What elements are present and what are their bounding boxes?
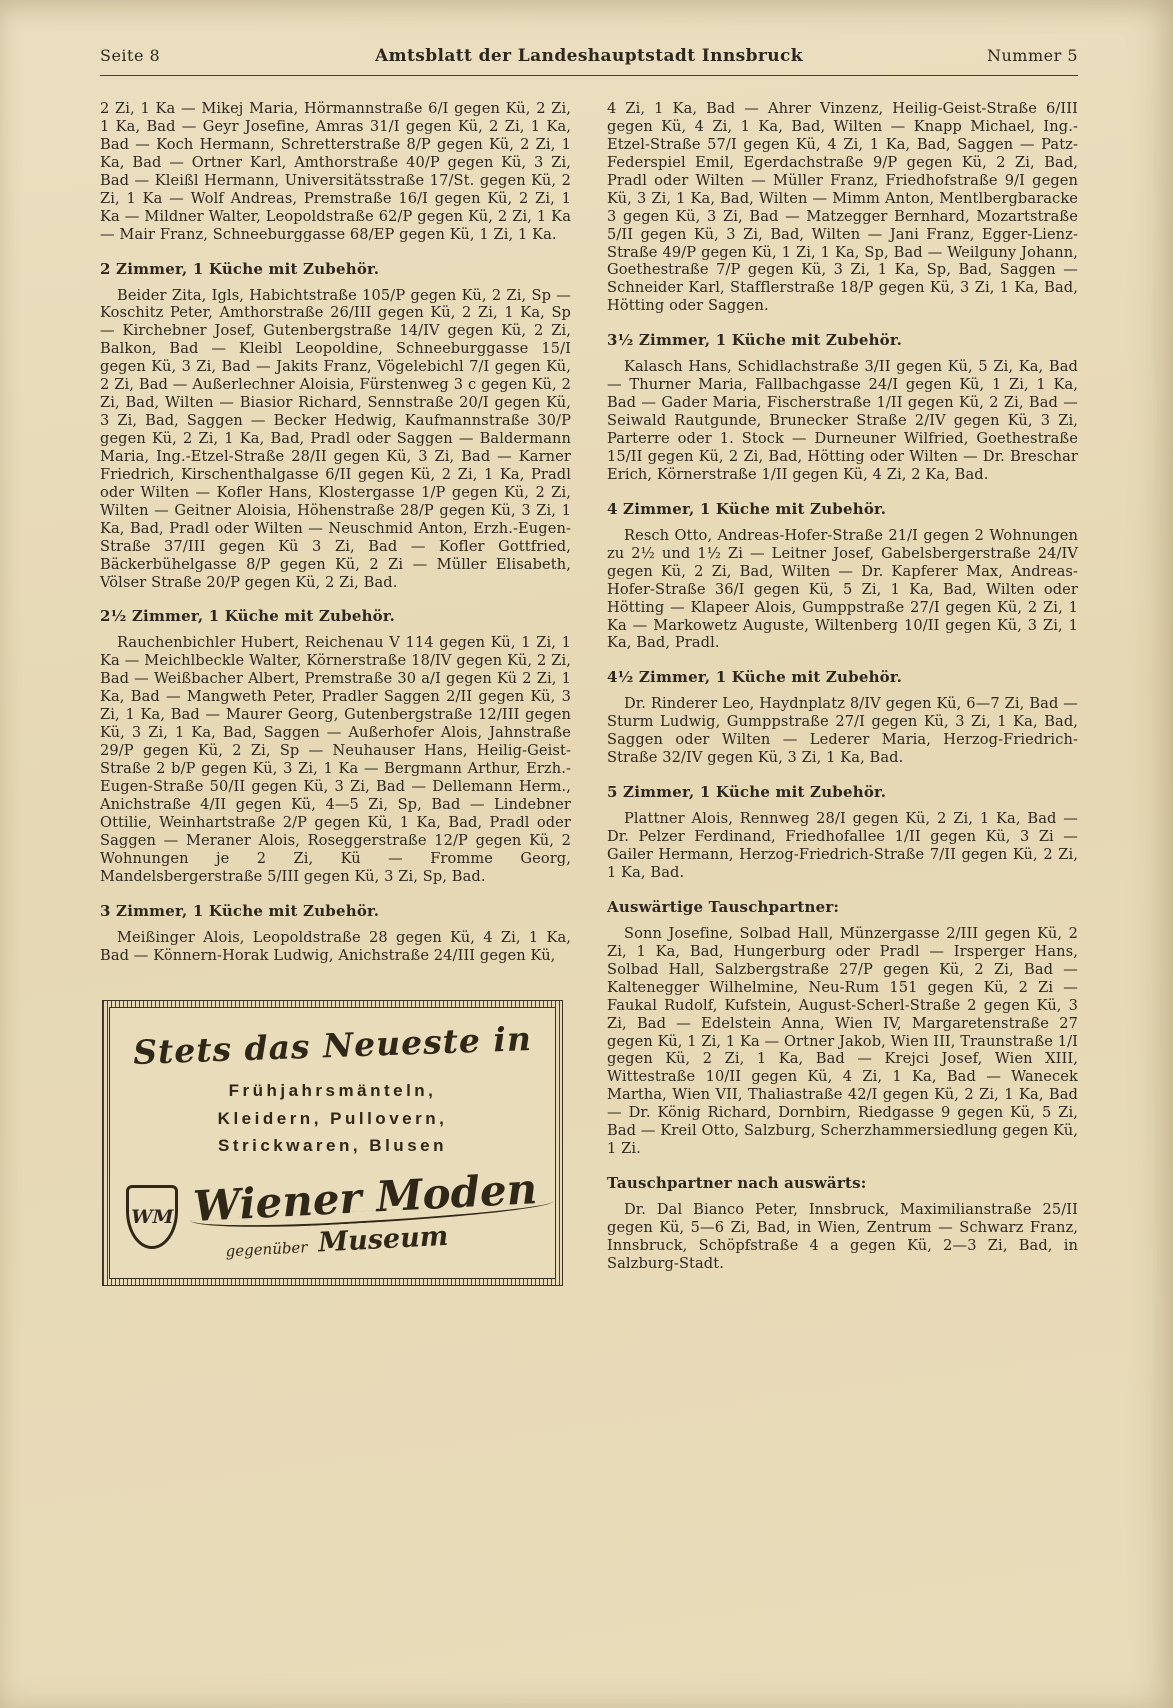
header-rule	[100, 75, 1078, 76]
listings-paragraph-continuation: 4 Zi, 1 Ka, Bad — Ahrer Vinzenz, Heilig-Geist-Straße 6/III gegen Kü, 4 Zi, 1 Ka, Bad, Wilten — Knapp Michael, Ing.-Etzel-Straße 57/I gegen Kü, 4 Zi, 1 Ka, Bad, Saggen — Patz-Federspiel Emil, Egerdachstraße 9/P gegen Kü, 2 Zi, Bad, Pradl oder Wilten — Müller Franz, Friedhofstraße 9/I gegen Kü, 3 Zi, 1 Ka, Bad, Wilten — Mimm Anton, Mentlbergbaracke 3 gegen Kü, 3 Zi, Bad — Matzegger Bernhard, Mozartstraße 5/II gegen Kü, 3 Zi, Bad, Wilten — Jani Franz, Egger-Lienz-Straße 49/P gegen Kü, 1 Zi, 1 Ka, Sp, Bad — Weilguny Johann, Goethestraße 7/P gegen Kü, 3 Zi, 1 Ka, Sp, Bad, Saggen — Schneider Karl, Stafflerstraße 18/P gegen Kü, 3 Zi, 1 Ka, Bad, Hötting oder Saggen.	[607, 100, 1078, 315]
page-number: Seite 8	[100, 46, 161, 65]
ad-logo-row	[122, 1164, 543, 1261]
listings-paragraph-auswaertige-tauschpartner: Sonn Josefine, Solbad Hall, Münzergasse 2/III gegen Kü, 2 Zi, 1 Ka, Bad, Hungerburg oder Pradl — Irsperger Hans, Solbad Hall, Salzbergstraße 27/P gegen Kü, 2 Zi, Bad — Kaltenegger Wilhelmine, Neu-Rum 151 gegen Kü, 2 Zi — Faukal Rudolf, Kufstein, August-Scherl-Straße 2 gegen Kü, 3 Zi, Bad — Edelstein Anna, Wien IV, Margaretenstraße 27 gegen Kü, 1 Zi, 1 Ka — Ortner Jakob, Wien III, Traunstraße 1/I gegen Kü, 2 Zi, 1 Ka, Bad — Krejci Josef, Wien XIII, Wittestraße 10/II gegen Kü, 4 Zi, 1 Ka, Bad — Wanecek Martha, Wien VII, Thaliastraße 42/I gegen Kü, 2 Zi, 1 Ka, Bad — Dr. König Richard, Dornbirn, Riedgasse 9 gegen Kü, 5 Zi, Bad — Kreil Otto, Salzburg, Scherzhammersiedlung gegen Kü, 1 Zi.	[607, 924, 1079, 1158]
issue-number: Nummer 5	[986, 46, 1078, 65]
listings-paragraph-4half-zimmer: Dr. Rinderer Leo, Haydnplatz 8/IV gegen Kü, 6—7 Zi, Bad — Sturm Ludwig, Gumppstraße 27/I gegen Kü, 3 Zi, 1 Ka, Bad, Saggen oder Wilten — Lederer Maria, Herzog-Friedrich-Straße 32/IV gegen Kü, 3 Zi, 1 Ka, Bad.	[607, 695, 1078, 767]
section-heading-4half-zimmer: 4½ Zimmer, 1 Küche mit Zubehör.	[607, 668, 903, 687]
masthead-title: Amtsblatt der Landeshauptstadt Innsbruck	[375, 46, 803, 66]
ad-content	[109, 1007, 556, 1279]
content-columns	[100, 100, 1078, 1286]
section-heading-tauschpartner-nach-auswaerts: Tauschpartner nach auswärts:	[607, 1174, 867, 1193]
ad-decorative-frame	[102, 1000, 563, 1286]
listings-paragraph-2half-zimmer: Rauchenbichler Hubert, Reichenau V 114 gegen Kü, 1 Zi, 1 Ka — Meichlbeckle Walter, Körnerstraße 18/IV gegen Kü, 2 Zi, Bad — Weißbacher Albert, Premstraße 30 a/I gegen Kü 2 Zi, 1 Ka, Bad — Mangweth Peter, Pradler Saggen 2/II gegen Kü, 3 Zi, 1 Ka, Bad — Maurer Georg, Gutenbergstraße 12/III gegen Kü, 3 Zi, 1 Ka, Bad, Saggen — Außerhofer Alois, Jahnstraße 29/P gegen Kü, 2 Zi, Sp — Neuhauser Hans, Heilig-Geist-Straße 2 b/P gegen Kü, 3 Zi, 1 Ka — Bergmann Arthur, Erzh.-Eugen-Straße 50/II gegen Kü, 3 Zi, Bad — Dellemann Herm., Anichstraße 4/II gegen Kü, 4—5 Zi, Sp, Bad — Lindebner Ottilie, Weinhartstraße 2/P gegen Kü, 1 Ka, Bad, Pradl oder Saggen — Meraner Alois, Roseggerstraße 12/P gegen Kü, 2 Wohnungen je 2 Zi, Kü — Fromme Georg, Mandelsbergerstraße 5/III gegen Kü, 3 Zi, Sp, Bad.	[100, 634, 571, 885]
listings-paragraph-2-zimmer: Beider Zita, Igls, Habichtstraße 105/P gegen Kü, 2 Zi, Sp — Koschitz Peter, Amthorstraße 26/III gegen Kü, 2 Zi, 1 Ka, Sp — Kirchebner Josef, Gutenbergstraße 14/IV gegen Kü, 2 Zi, Balkon, Bad — Kleibl Leopoldine, Schneeburggasse 15/I gegen Kü, 3 Zi, Bad — Jakits Franz, Vögelebichl 7/I gegen Kü, 2 Zi, Bad — Außerlechner Aloisia, Fürstenweg 3 c gegen Kü, 2 Zi, Bad, Wilten — Biasior Richard, Sennstraße 20/I gegen Kü, 3 Zi, Bad, Saggen — Becker Hedwig, Kaufmannstraße 30/P gegen Kü, 2 Zi, 1 Ka, Bad, Pradl oder Saggen — Baldermann Maria, Ing.-Etzel-Straße 28/II gegen Kü, 3 Zi, Bad — Karner Friedrich, Kirschenthalgasse 6/II gegen Kü, 2 Zi, 1 Ka, Pradl oder Wilten — Kofler Hans, Klostergasse 1/P gegen Kü, 2 Zi, Wilten — Geitner Aloisia, Höhenstraße 28/P gegen Kü, 3 Zi, 1 Ka, Bad, Pradl oder Wilten — Neuschmid Anton, Erzh.-Eugen-Straße 37/III gegen Kü 3 Zi, Bad — Kofler Gottfried, Bäckerbühelgasse 8/P gegen Kü, 2 Zi — Müller Elisabeth, Völser Straße 20/P gegen Kü, 2 Zi, Bad.	[100, 286, 571, 591]
section-heading-auswaertige-tauschpartner: Auswärtige Tauschpartner:	[607, 897, 840, 916]
page-header	[100, 46, 1078, 66]
listings-paragraph-3-zimmer: Meißinger Alois, Leopoldstraße 28 gegen Kü, 4 Zi, 1 Ka, Bad — Könnern-Horak Ludwig, Anichstraße 24/III gegen Kü,	[100, 928, 571, 964]
ad-location-name: Museum	[317, 1220, 450, 1259]
listings-paragraph-continuation: 2 Zi, 1 Ka — Mikej Maria, Hörmannstraße 6/I gegen Kü, 2 Zi, 1 Ka, Bad — Geyr Josefine, Amras 31/I gegen Kü, 2 Zi, 1 Ka, Bad — Koch Hermann, Schretterstraße 8/P gegen Kü, 2 Zi, 1 Ka, Bad — Ortner Karl, Amthorstraße 40/P gegen Kü, 3 Zi, Bad — Kleißl Hermann, Universitätsstraße 17/St. gegen Kü, 2 Zi, 1 Ka — Wolf Andreas, Premstraße 16/I gegen Kü, 2 Zi, 1 Ka — Mildner Walter, Leopoldstraße 62/P gegen Kü, 2 Zi, 1 Ka — Mair Franz, Schneeburggasse 68/EP gegen Kü, 1 Zi, 1 Ka.	[100, 100, 571, 243]
crest-monogram: WM	[131, 1205, 174, 1228]
listings-paragraph-3half-zimmer: Kalasch Hans, Schidlachstraße 3/II gegen Kü, 5 Zi, Ka, Bad — Thurner Maria, Fallbachgasse 24/I gegen Kü, 1 Zi, 1 Ka, Bad — Gader Maria, Fischerstraße 1/II gegen Kü, 2 Zi, Bad — Seiwald Rautgunde, Brunecker Straße 2/IV gegen Kü, 3 Zi, Parterre oder 1. Stock — Durneuner Wilfried, Goethestraße 15/II gegen Kü, 2 Zi, Bad, Hötting oder Wilten — Dr. Breschar Erich, Körnerstraße 1/II gegen Kü, 4 Zi, 2 Ka, Bad.	[607, 358, 1078, 483]
ad-location-prefix: gegenüber	[225, 1238, 309, 1261]
ad-item-line: Strickwaren, Blusen	[217, 1135, 447, 1155]
listings-paragraph-5-zimmer: Plattner Alois, Rennweg 28/I gegen Kü, 2 Zi, 1 Ka, Bad — Dr. Pelzer Ferdinand, Friedhofallee 1/II gegen Kü, 3 Zi — Gailer Hermann, Herzog-Friedrich-Straße 7/II gegen Kü, 2 Zi, 1 Ka, Bad.	[607, 810, 1078, 881]
listings-paragraph-4-zimmer: Resch Otto, Andreas-Hofer-Straße 21/I gegen 2 Wohnungen zu 2½ und 1½ Zi — Leitner Josef, Gabelsbergerstraße 24/IV gegen Kü, 2 Zi, Bad, Wilten — Dr. Kapferer Max, Andreas-Hofer-Straße 36/I gegen Kü, 5 Zi, 1 Ka, Bad, Wilten oder Hötting — Klapeer Alois, Gumppstraße 27/I gegen Kü, 2 Zi, 1 Ka — Markowetz Auguste, Wiltenberg 10/II gegen Kü, 3 Zi, 1 Ka, Bad, Pradl.	[607, 526, 1078, 652]
section-heading-5-zimmer: 5 Zimmer, 1 Küche mit Zubehör.	[607, 783, 887, 802]
ad-brand-name: Wiener Moden	[192, 1164, 539, 1232]
ad-item-line: Frühjahrsmänteln,	[228, 1081, 437, 1101]
wiener-moden-crest-icon	[126, 1185, 178, 1249]
section-heading-2-zimmer: 2 Zimmer, 1 Küche mit Zubehör.	[100, 259, 380, 278]
ad-tagline: Stets das Neueste in	[132, 1019, 533, 1073]
ad-item-line: Kleidern, Pullovern,	[217, 1108, 448, 1128]
section-heading-2half-zimmer: 2½ Zimmer, 1 Küche mit Zubehör.	[100, 607, 396, 626]
left-column	[100, 100, 571, 1286]
ad-item-list	[122, 1077, 543, 1159]
wiener-moden-advertisement	[102, 1000, 563, 1286]
section-heading-3-zimmer: 3 Zimmer, 1 Küche mit Zubehör.	[100, 901, 380, 920]
listings-paragraph-tauschpartner-nach-auswaerts: Dr. Dal Bianco Peter, Innsbruck, Maximilianstraße 25/II gegen Kü, 5—6 Zi, Bad, in Wien, Zentrum — Schwarz Franz, Innsbruck, Schöpfstraße 4 a gegen Kü, 2—3 Zi, Bad, in Salzburg-Stadt.	[607, 1201, 1078, 1272]
ad-brand-block	[192, 1164, 541, 1265]
right-column	[607, 100, 1078, 1286]
section-heading-3half-zimmer: 3½ Zimmer, 1 Küche mit Zubehör.	[607, 331, 903, 350]
section-heading-4-zimmer: 4 Zimmer, 1 Küche mit Zubehör.	[607, 499, 887, 518]
